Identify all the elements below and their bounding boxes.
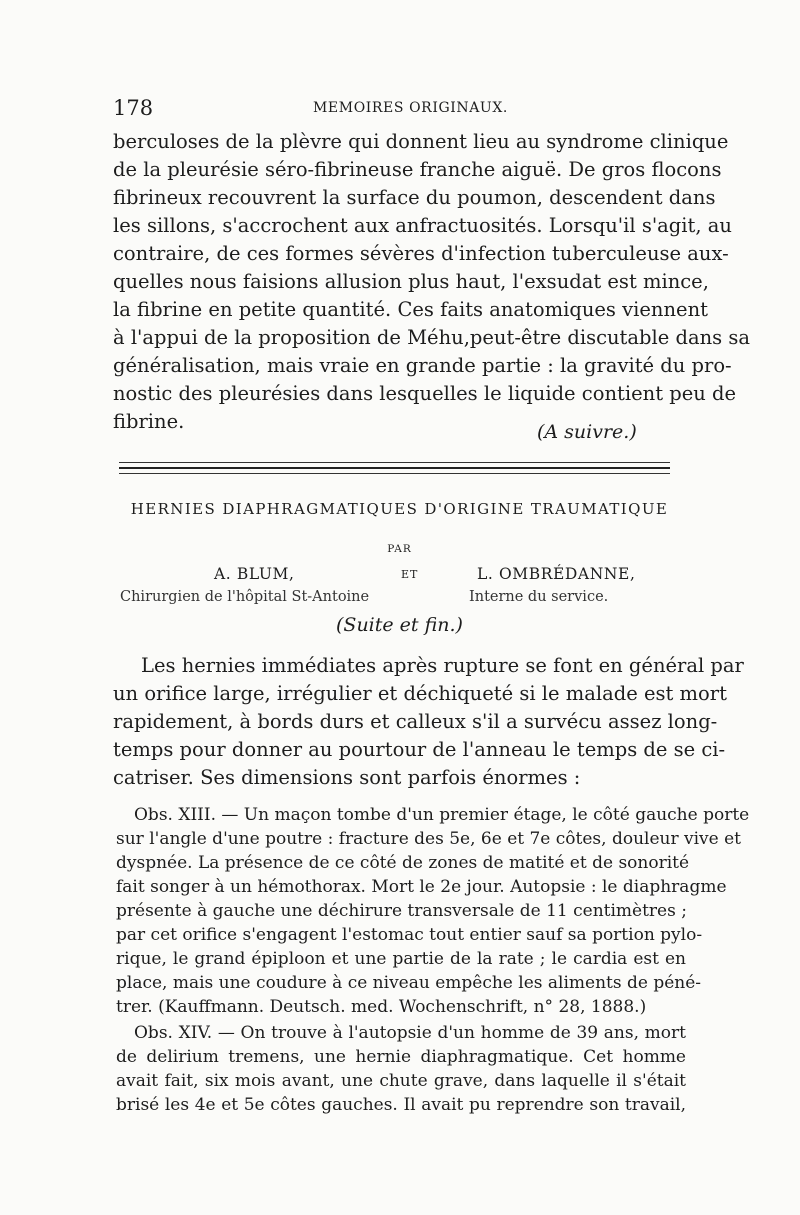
divider-rule xyxy=(119,467,670,469)
observation-line: trer. (Kauffmann. Deutsch. med. Wochenschrift, n° 28, 1888.) xyxy=(116,997,647,1017)
text-line: fibrine. xyxy=(113,410,185,433)
text-line: temps pour donner au pourtour de l'anneau le temps de se ci- xyxy=(113,738,726,761)
text-line: Les hernies immédiates après rupture se font en général par xyxy=(141,654,744,677)
text-line: contraire, de ces formes sévères d'infection tuberculeuse aux- xyxy=(113,242,729,265)
observation-line: rique, le grand épiploon et une partie de la rate ; le cardia est en xyxy=(116,949,686,969)
to-be-continued: (A suivre.) xyxy=(537,421,637,443)
byline-par: PAR xyxy=(387,543,412,555)
observation-line: brisé les 4e et 5e côtes gauches. Il avait pu reprendre son travail, xyxy=(116,1095,686,1115)
byline-connector: ET xyxy=(401,568,419,581)
text-line: catriser. Ses dimensions sont parfois énormes : xyxy=(113,766,581,789)
continuation-note: (Suite et fin.) xyxy=(336,614,463,636)
running-head xyxy=(113,96,693,120)
observation-line: de delirium tremens, une hernie diaphragmatique. Cet homme xyxy=(116,1047,686,1067)
divider-rule xyxy=(119,462,670,463)
text-line: la fibrine en petite quantité. Ces faits anatomiques viennent xyxy=(113,298,708,321)
observation-line: sur l'angle d'une poutre : fracture des 5e, 6e et 7e côtes, douleur vive et xyxy=(116,829,741,849)
author-left-affiliation: Chirurgien de l'hôpital St-Antoine xyxy=(120,589,370,605)
observation-line: dyspnée. La présence de ce côté de zones de matité et de sonorité xyxy=(116,853,690,873)
observation-line: présente à gauche une déchirure transversale de 11 centimètres ; xyxy=(116,901,687,921)
author-right-name: L. OMBRÉDANNE, xyxy=(477,565,636,583)
text-line: berculoses de la plèvre qui donnent lieu au syndrome clinique xyxy=(113,130,729,153)
article-title: HERNIES DIAPHRAGMATIQUES D'ORIGINE TRAUMATIQUE xyxy=(130,500,669,518)
author-left-name: A. BLUM, xyxy=(214,565,295,583)
running-title: MEMOIRES ORIGINAUX. xyxy=(313,100,508,116)
text-line: les sillons, s'accrochent aux anfractuosités. Lorsqu'il s'agit, au xyxy=(113,214,732,237)
observation-line: avait fait, six mois avant, une chute grave, dans laquelle il s'était xyxy=(116,1071,686,1091)
observation-line: Obs. XIII. — Un maçon tombe d'un premier étage, le côté gauche porte xyxy=(134,805,750,825)
page-number: 178 xyxy=(113,96,154,120)
observation-line: par cet orifice s'engagent l'estomac tout entier sauf sa portion pylo- xyxy=(116,925,703,945)
author-right-affiliation: Interne du service. xyxy=(469,589,609,605)
text-line: à l'appui de la proposition de Méhu,peut-être discutable dans sa xyxy=(113,326,750,349)
text-line: de la pleurésie séro-fibrineuse franche aiguë. De gros flocons xyxy=(113,158,722,181)
text-line: un orifice large, irrégulier et déchiqueté si le malade est mort xyxy=(113,682,727,705)
observation-line: fait songer à un hémothorax. Mort le 2e jour. Autopsie : le diaphragme xyxy=(116,877,727,897)
text-line: fibrineux recouvrent la surface du poumon, descendent dans xyxy=(113,186,716,209)
text-line: quelles nous faisions allusion plus haut, l'exsudat est mince, xyxy=(113,270,709,293)
observation-line: place, mais une coudure à ce niveau empêche les aliments de péné- xyxy=(116,973,702,993)
text-line: rapidement, à bords durs et calleux s'il a survécu assez long- xyxy=(113,710,718,733)
text-line: nostic des pleurésies dans lesquelles le liquide contient peu de xyxy=(113,382,737,405)
text-line: généralisation, mais vraie en grande partie : la gravité du pro- xyxy=(113,354,732,377)
divider-rule xyxy=(119,473,670,474)
observation-line: Obs. XIV. — On trouve à l'autopsie d'un homme de 39 ans, mort xyxy=(134,1023,686,1043)
